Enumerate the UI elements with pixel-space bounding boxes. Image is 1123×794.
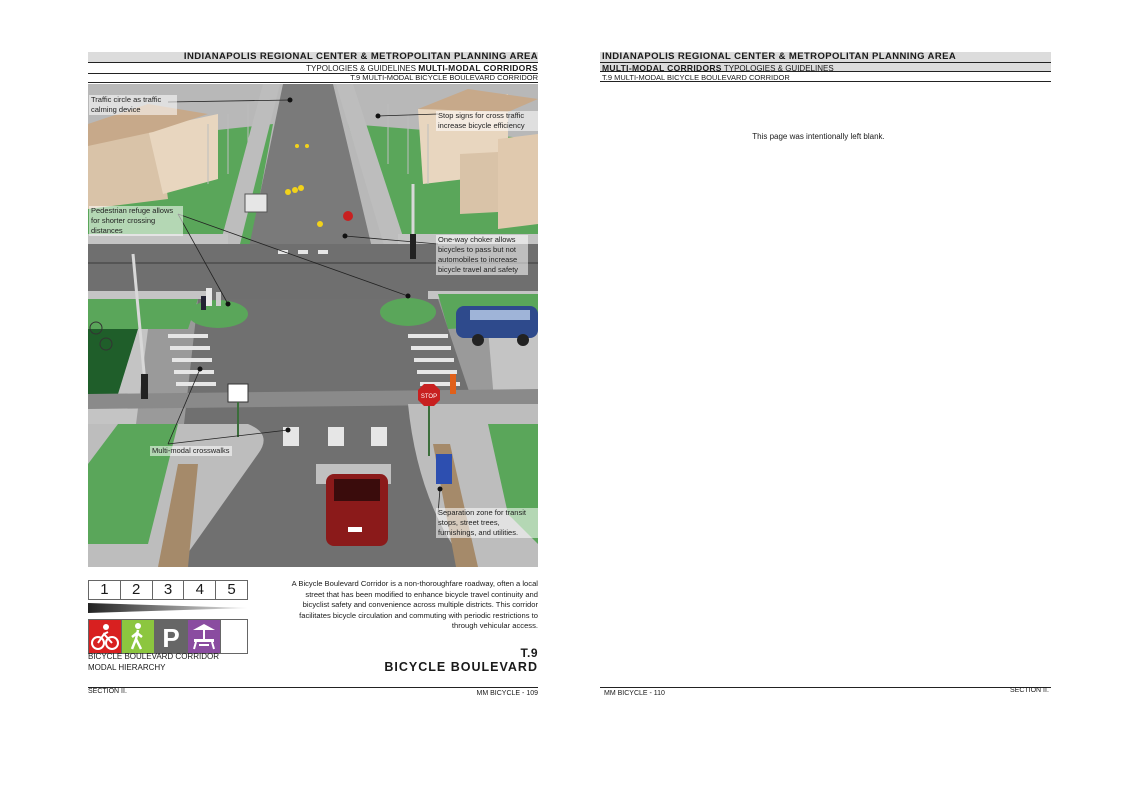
callout-crosswalks: Multi-modal crosswalks [152, 446, 230, 455]
callout-stop-signs: Stop signs for cross traffic increase bicycle efficiency [436, 111, 538, 131]
hierarchy-number: 4 [184, 581, 216, 599]
header-title: INDIANAPOLIS REGIONAL CENTER & METROPOLITAN PLANNING AREA [600, 52, 1051, 62]
typology-title: BICYCLE BOULEVARD [384, 660, 538, 674]
picnic-table-icon [188, 620, 221, 653]
svg-text:P: P [162, 623, 180, 653]
footer-page-number: MM BICYCLE - 110 [604, 690, 665, 697]
header-subtitle-normal: TYPOLOGIES & GUIDELINES [306, 64, 416, 73]
footer-rule [600, 687, 1051, 688]
hierarchy-numbers [88, 580, 248, 600]
hierarchy-number: 1 [89, 581, 121, 599]
header-subtitle-bold: MULTI-MODAL CORRIDORS [602, 63, 722, 72]
header-subtitle-bold: MULTI-MODAL CORRIDORS [418, 63, 538, 73]
street-illustration [88, 84, 538, 567]
footer-section: SECTION II. [88, 688, 127, 695]
header-subtitle [600, 62, 1051, 72]
hierarchy-caption-line2: MODAL HIERARCHY [88, 663, 166, 672]
parking-icon [155, 620, 188, 653]
hierarchy-icons [88, 619, 248, 654]
hierarchy-number: 5 [227, 581, 236, 598]
modal-hierarchy [88, 580, 248, 653]
intersection-scene [88, 84, 538, 567]
footer-section: SECTION II. [1010, 687, 1049, 694]
typology-code: T.9 [520, 646, 538, 660]
header-section: T.9 MULTI-MODAL BICYCLE BOULEVARD CORRIDOR [88, 73, 538, 83]
hierarchy-number: 3 [153, 581, 185, 599]
callout-separation-zone: Separation zone for transit stops, street trees, furnishings, and utilities. [436, 508, 538, 538]
header-title: INDIANAPOLIS REGIONAL CENTER & METROPOLITAN PLANNING AREA [88, 52, 538, 62]
left-page [0, 0, 561, 794]
callout-pedestrian-refuge: Pedestrian refuge allows for shorter crossing distances [89, 206, 183, 236]
red-car [316, 464, 391, 546]
footer-rule [88, 687, 538, 688]
hierarchy-caption-line1: BICYCLE BOULEVARD CORRIDOR [88, 652, 219, 661]
footer-page-number: MM BICYCLE - 109 [476, 690, 538, 697]
bicycle-icon [89, 620, 122, 653]
header-section: T.9 MULTI-MODAL BICYCLE BOULEVARD CORRIDOR [600, 73, 1051, 82]
callout-traffic-circle: Traffic circle as traffic calming device [89, 95, 177, 115]
stop-sign-text: STOP [420, 394, 438, 400]
hierarchy-empty-cell [221, 620, 247, 653]
hierarchy-gradient-bar [88, 603, 248, 613]
hierarchy-number: 2 [121, 581, 153, 599]
header-subtitle-normal: TYPOLOGIES & GUIDELINES [723, 64, 834, 72]
callout-choker: One-way choker allows bicycles to pass but not automobiles to increase bicycle travel and safety [436, 235, 528, 275]
right-page [562, 0, 1123, 794]
corridor-description: A Bicycle Boulevard Corridor is a non-thoroughfare roadway, often a local street that has been modified to enhance bicycle travel continuity and bicyclist safety and convenience across multiple districts. This corridor facilitates bicycle circulation and commuting with periodic restrictions to through vehicular access. [291, 579, 538, 630]
hierarchy-caption [88, 651, 219, 673]
blank-page-notice: This page was intentionally left blank. [752, 132, 885, 141]
pedestrian-icon [122, 620, 155, 653]
